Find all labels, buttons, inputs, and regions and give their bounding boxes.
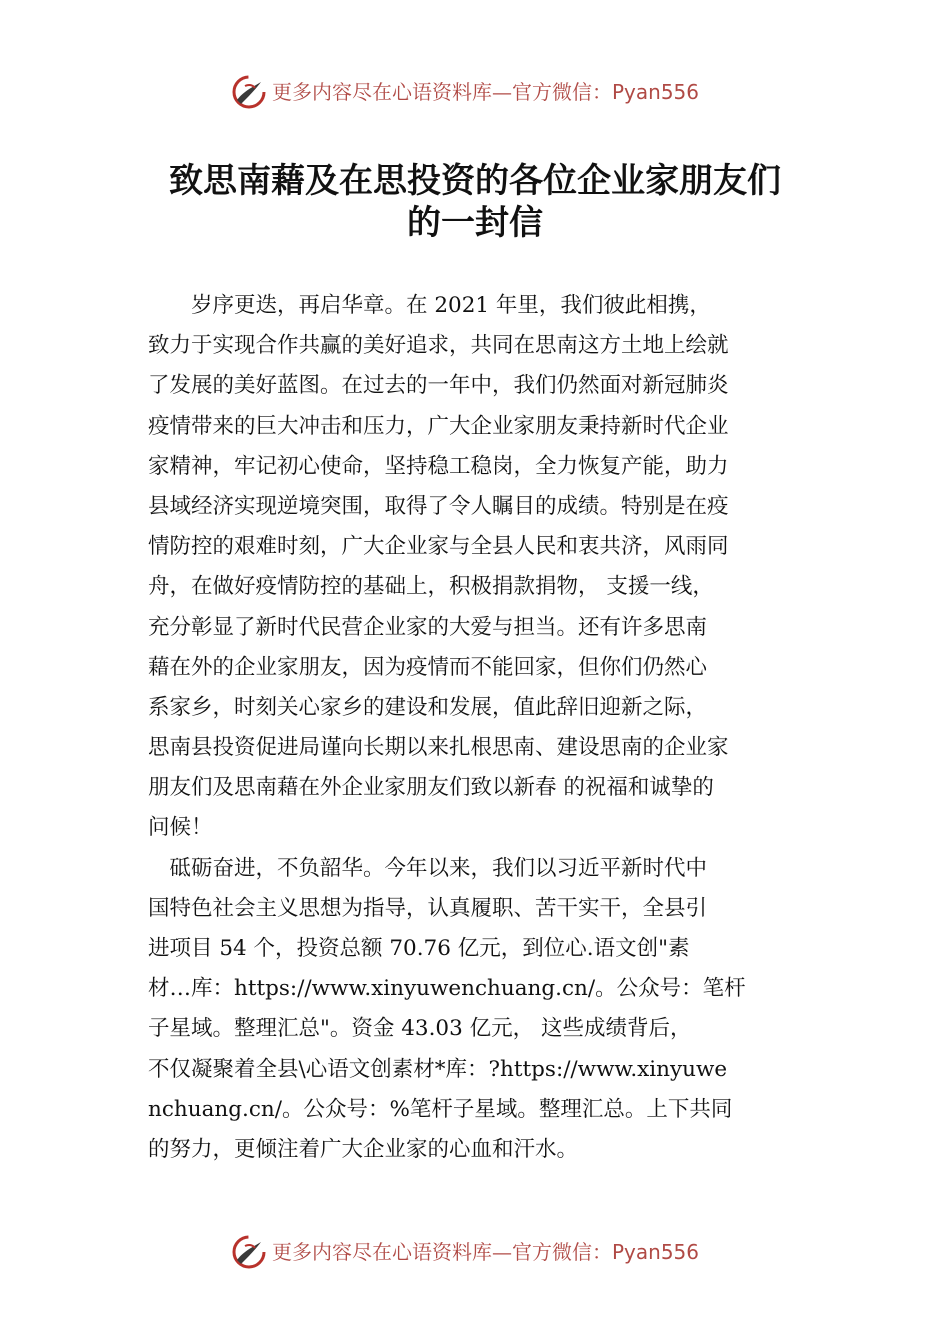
body-line: 问候！ [148, 815, 213, 841]
ink-brush-logo-icon [231, 74, 267, 110]
body-line: 材…库：https://www.xinyuwenchuang.cn/。公众号：笔杆 [148, 976, 746, 1002]
body-line: 岁序更迭，再启华章。在 2021 年里，我们彼此相携， [148, 293, 711, 318]
banner-main-text: 更多内容尽在心语资料库 [272, 80, 492, 104]
banner-separator: — [492, 1240, 512, 1264]
body-line: 的努力，更倾注着广大企业家的心血和汗水。 [148, 1136, 579, 1162]
body-line: 家精神，牢记初心使命，坚持稳工稳岗，全力恢复产能，助力 [148, 453, 729, 479]
body-line: 舟，在做好疫情防控的基础上，积极捐款捐物， 支援一线， [148, 574, 714, 600]
body-line: 子星域。整理汇总"。资金 43.03 亿元， 这些成绩背后， [148, 1016, 692, 1042]
document-body [148, 286, 820, 1170]
header-banner [0, 72, 950, 112]
banner-main-text: 更多内容尽在心语资料库 [272, 1240, 492, 1264]
banner-text [272, 79, 699, 105]
body-line: 了发展的美好蓝图。在过去的一年中，我们仍然面对新冠肺炎 [148, 373, 729, 399]
banner-text [272, 1239, 699, 1265]
body-line: 情防控的艰难时刻，广大企业家与全县人民和衷共济，风雨同 [148, 534, 729, 560]
ink-brush-logo-icon [231, 1234, 267, 1270]
body-line: 县域经济实现逆境突围，取得了令人瞩目的成绩。特别是在疫 [148, 493, 729, 519]
body-line: 朋友们及思南藉在外企业家朋友们致以新春 的祝福和诚挚的 [148, 775, 714, 801]
body-line: 国特色社会主义思想为指导，认真履职、苦干实干，全县引 [148, 895, 708, 921]
body-line: nchuang.cn/。公众号：%笔杆子星域。整理汇总。上下共同 [148, 1096, 733, 1122]
body-line: 藉在外的企业家朋友，因为疫情而不能回家，但你们仍然心 [148, 654, 708, 680]
footer-banner [0, 1232, 950, 1272]
title-line-2: 的一封信 [407, 203, 543, 243]
title-line-1: 致思南藉及在思投资的各位企业家朋友们 [169, 161, 781, 201]
body-line: 疫情带来的巨大冲击和压力，广大企业家朋友秉持新时代企业 [148, 413, 729, 439]
banner-wechat-id: Pyan556 [612, 1240, 700, 1264]
body-line: 砥砺奋进，不负韶华。今年以来，我们以习近平新时代中 [148, 855, 708, 881]
body-line: 进项目 54 个，投资总额 70.76 亿元，到位心.语文创"素 [148, 936, 690, 961]
document-title [0, 160, 950, 244]
banner-wechat-label: 官方微信： [512, 80, 612, 104]
body-line: 致力于实现合作共赢的美好追求，共同在思南这方土地上绘就 [148, 333, 729, 359]
body-line: 系家乡，时刻关心家乡的建设和发展，值此辞旧迎新之际， [148, 694, 708, 720]
banner-separator: — [492, 80, 512, 104]
banner-wechat-label: 官方微信： [512, 1240, 612, 1264]
banner-wechat-id: Pyan556 [612, 80, 700, 104]
body-line: 不仅凝聚着全县\心语文创素材*库：?https://www.xinyuwe [148, 1056, 728, 1082]
body-line: 充分彰显了新时代民营企业家的大爱与担当。还有许多思南 [148, 614, 708, 640]
body-line: 思南县投资促进局谨向长期以来扎根思南、建设思南的企业家 [148, 735, 729, 761]
